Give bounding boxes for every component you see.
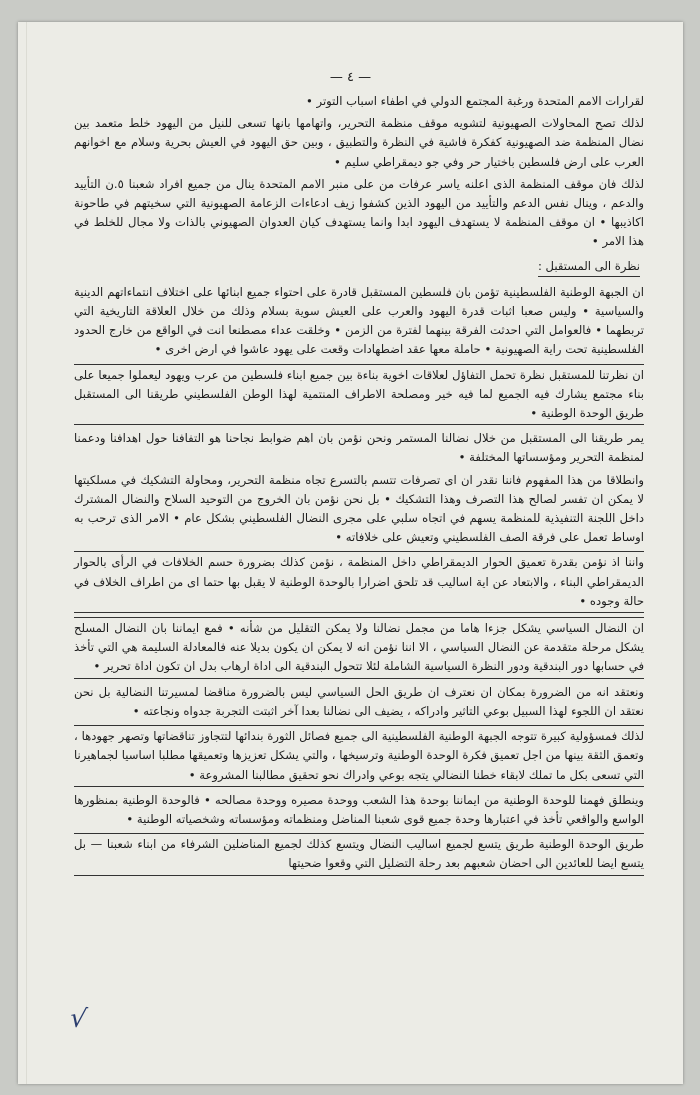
paragraph-3: لذلك فان موقف المنظمة الذى اعلنه ياسر عرفات من على منبر الامم المتحدة ينال من جميع افراد شعبنا ٥.ن التأييد والدعم ، وينال نفس الدعم والتأييد من اليهود الذين كشفوا زيف ادعاءات الزعامة الصهيونية التي سخيتهم في طاحونة اكاذيبها • ان موقف المنظمة لا يستهدف اليهود ابدا وانما يستهدف كيان العدوان الصهيوني بالذات ولا مجال للخلط في هذا الامر • [74, 176, 645, 249]
paragraph-9-underlined: ان النضال السياسي يشكل جزءا هاما من مجمل نضالنا ولا يمكن التقليل من شأنه • فمع ايماننا بان النضال المسلح يشكل مرحلة متقدمة عن النضال السياسي ، الا اننا نؤمن انه لا يمكن ان يكون بديلا عنه فالمعادلة السليمة هي التي تأخذ في حسابها دور البندقية ودور النظرة السياسية الشاملة لئلا تتحول البندقية الى اداة ارهاب بدل ان تكون اداة تحرير • [74, 617, 644, 679]
paragraph-5-underlined: ان نظرتنا للمستقبل نظرة تحمل التفاؤل لعلاقات اخوية بناءة بين جميع ابناء فلسطين من عرب ويهود ليعملوا جميعا على بناء مجتمع يشارك فيه الجميع لما فيه خير ومصلحة الاطراف المنتمية لهذا الوطن الفلسطيني طريقنا الى المستقبل طريق الوحدة الوطنية • [74, 364, 644, 426]
document-body [74, 92, 644, 880]
paragraph-2: لذلك تصح المحاولات الصهيونية لتشويه موقف منظمة التحرير، واتهامها بانها تسعى للنيل من اليهود خلط متعمد بين نضال المنظمة ضد الصهيونية كفكرة فاشية في النظرة والتطبيق ، وبين حق اليهود في العيش بحرية وسلام مع اخوانهم العرب على ارض فلسطين باختيار حر وفي جو ديمقراطي سليم • [74, 116, 644, 169]
paragraph-10: ونعتقد انه من الضرورة بمكان ان نعترف ان طريق الحل السياسي ليس بالضرورة مناقضا لمسيرتنا النضالية بل نحن نعتقد ان اللجوء لهذا السبيل بوعي التاثير وادراكه ، يضيف الى نضالنا بعدا آخر اثبتت التجربة جدواه ونجاعته • [74, 684, 644, 718]
page-fold-line [26, 22, 27, 1084]
paragraph-13-underlined: طريق الوحدة الوطنية طريق يتسع لجميع اساليب النضال ويتسع كذلك لجميع المناضلين الشرفاء من ابناء شعبنا — بل يتسع ايضا للعائدين الى احضان شعبهم بعد رحلة التضليل التي وقعوا ضحيتها [74, 833, 644, 875]
paragraph-1: لقرارات الامم المتحدة ورغبة المجتمع الدولي في اطفاء اسباب التوتر • [306, 94, 644, 108]
paragraph-8-underlined: واننا اذ نؤمن بقدرة تعميق الحوار الديمقراطي داخل المنظمة ، نؤمن كذلك بضرورة حسم الخلافات في الرأى بالحوار الديمقراطي البناء ، والابتعاد عن اية اساليب قد تلحق اضرارا بالوحدة الوطنية لا يقبل بها حتما اى من اطراف الخلاف في حالة وجوده • [74, 551, 644, 613]
section-heading: نظرة الى المستقبل : [538, 257, 640, 277]
paragraph-11-underlined: لذلك فمسؤولية كبيرة تتوجه الجبهة الوطنية الفلسطينية الى جميع فصائل الثورة بندائها لتتجاوز تناقضاتها وتصهر جهودها ، وتعمق الثقة بينها من اجل تعميق فكرة الوحدة الوطنية وترسيخها ، والتي يشكل تعزيزها وتعميقها مطلبا اساسيا لجماهيرنا التي تسعى بكل ما تملك لابقاء خطنا النضالي يتجه بوعي وادراك نحو تحقيق مطالبنا المشروعة • [74, 725, 644, 787]
paragraph-7: وانطلاقا من هذا المفهوم فاننا نقدر ان اى تصرفات تتسم بالتسرع تجاه منظمة التحرير، ومحاولة التشكيك في مسلكيتها لا يمكن ان تفسر لصالح هذا التصرف وهذا التشكيك • بل نحن نؤمن بان الخروج من التوحيد السلاح والنضال المشترك داخل اللجنة التنفيذية للمنظمة يسهم في اتجاه سلبي على مجرى النضال الفلسطيني بشكل عام • الامر الذى ترحب به اوساط تعمل على فرقة الصف الفلسطيني وتعيش على خلافاته • [74, 472, 644, 545]
page-number: — ٤ — [329, 70, 372, 85]
paragraph-12: وينطلق فهمنا للوحدة الوطنية من ايماننا بوحدة هذا الشعب ووحدة مصيره ووحدة مصالحه • فالوحدة الوطنية بمنظورها الواسع والواقعي تأخذ في اعتبارها وحدة جميع قوى شعبنا المناضل ومنظماته ومؤسساته وشخصياته الوطنية • [74, 792, 644, 826]
document-page [18, 22, 683, 1084]
paragraph-6: يمر طريقنا الى المستقبل من خلال نضالنا المستمر ونحن نؤمن بان اهم ضوابط نجاحنا هو التفافنا حول اهدافنا ودعمنا لمنظمة التحرير ومؤسساتها المختلفة • [74, 431, 644, 465]
handwritten-check-mark: √ [67, 1002, 89, 1036]
paragraph-4: ان الجبهة الوطنية الفلسطينية تؤمن بان فلسطين المستقبل قادرة على احتواء جميع ابنائها على اختلاف انتماءاتهم الدينية والسياسية • وليس صعبا اثبات قدرة اليهود والعرب على العيش سوية بسلام وذلك من خلال العلاقة التاريخية التي تربطهما • فالعوامل التي احدثت الفرقة بينهما لفترة من الزمن • وخلقت عداء مصطنعا انت في الواقع من خارج الحدود الفلسطينية تحت راية الصهيونية • حاملة معها عقد اضطهادات وقعت على يهود عاشوا في ارض اخرى • [74, 284, 644, 357]
